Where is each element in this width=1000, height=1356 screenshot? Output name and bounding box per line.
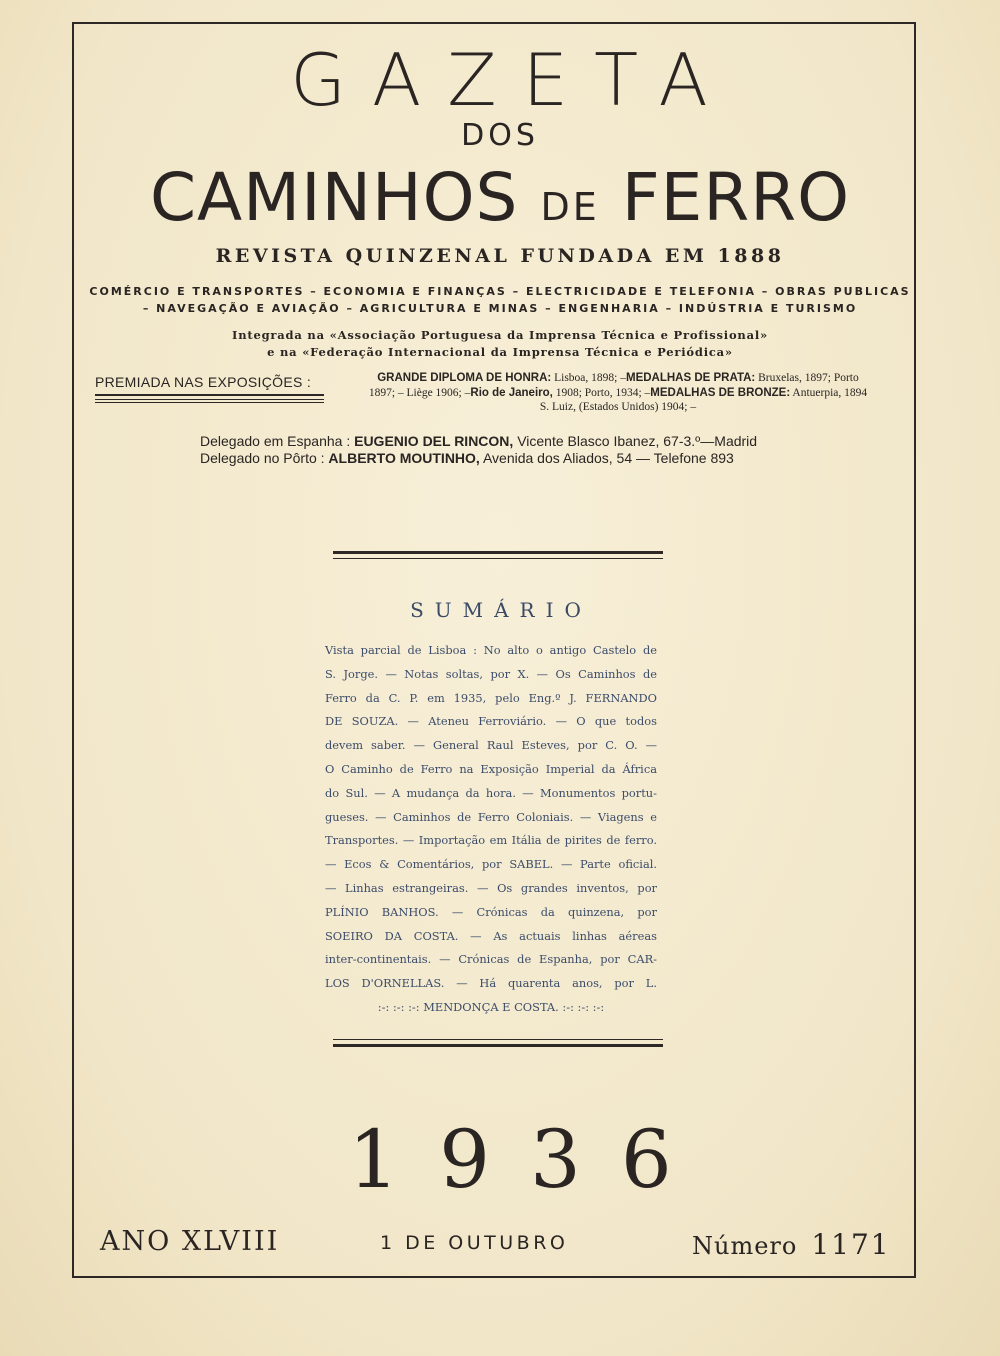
awards-label-rule-thin bbox=[95, 402, 324, 403]
delegate-porto-address: Avenida dos Aliados, 54 — Telefone 893 bbox=[479, 450, 734, 466]
awards-text: 1908; Porto, 1934; – bbox=[552, 386, 651, 399]
sumario-line: Transportes. — Importação em Itália de pirites de ferro. bbox=[325, 833, 657, 848]
sumario-line: — Linhas estrangeiras. — Os grandes inventos, por bbox=[325, 880, 657, 895]
sumario-top-rule bbox=[333, 551, 663, 557]
sumario-line: devem saber. — General Raul Esteves, por C. O. — bbox=[325, 738, 657, 753]
awards-text: Bruxelas, 1897; Porto bbox=[755, 372, 859, 384]
sumario-line: do Sul. — A mudança da hora. — Monumentos portu- bbox=[325, 785, 657, 800]
issue-date: 1 DE OUTUBRO bbox=[380, 1232, 569, 1254]
topics-list bbox=[0, 283, 1000, 317]
awards-line-2 bbox=[338, 386, 898, 401]
sumario-line: SOEIRO DA COSTA. — As actuais linhas aéreas bbox=[325, 928, 657, 943]
awards-list bbox=[338, 371, 898, 415]
sumario-line: inter-continentais. — Crónicas de Espanha, por CAR- bbox=[325, 952, 657, 967]
masthead-word-caminhos: CAMINHOS bbox=[149, 159, 519, 236]
sumario-body bbox=[325, 639, 657, 1020]
delegate-porto-name: ALBERTO MOUTINHO, bbox=[328, 450, 480, 466]
masthead-title-gazeta: GAZETA bbox=[290, 38, 734, 122]
awards-silver-heading: MEDALHAS DE PRATA: bbox=[625, 372, 756, 384]
sumario-line: O Caminho de Ferro na Exposição Imperial da África bbox=[325, 761, 657, 776]
affiliation-line-1: Integrada na «Associação Portuguesa da Imprensa Técnica e Profissional» bbox=[232, 328, 768, 342]
topics-line-1: COMÉRCIO E TRANSPORTES – ECONOMIA E FINANÇAS – ELECTRICIDADE E TELEFONIA – OBRAS PUBLICAS bbox=[89, 285, 911, 298]
sumario-line: LOS D'ORNELLAS. — Há quarenta anos, por L. bbox=[325, 976, 657, 991]
sumario-bottom-rule bbox=[333, 1044, 663, 1050]
sumario-line: gueses. — Caminhos de Ferro Coloniais. — Viagens e bbox=[325, 809, 657, 824]
sumario-line: S. Jorge. — Notas soltas, por X. — Os Caminhos de bbox=[325, 666, 657, 681]
masthead-title-dos: DOS bbox=[461, 118, 539, 153]
issue-number bbox=[692, 1228, 891, 1261]
issue-number-value: 1171 bbox=[811, 1228, 891, 1261]
awards-line-3: S. Luiz, (Estados Unidos) 1904; – bbox=[539, 401, 697, 413]
sumario-line: Vista parcial de Lisboa : No alto o antigo Castelo de bbox=[325, 643, 657, 657]
sumario-line: Ferro da C. P. em 1935, pelo Eng.º J. FERNANDO bbox=[325, 690, 657, 705]
topics-line-2: – NAVEGAÇÃO E AVIAÇÃO – AGRICULTURA E MINAS – ENGENHARIA – INDÚSTRIA E TURISMO bbox=[142, 302, 858, 315]
affiliation-line-2: e na «Federação Internacional da Imprensa Técnica e Periódica» bbox=[267, 345, 733, 359]
issue-number-label: Número bbox=[692, 1232, 798, 1260]
sumario-title: SUMÁRIO bbox=[410, 598, 592, 622]
sumario-line: :-: :-: :-: MENDONÇA E COSTA. :-: :-: :-: bbox=[377, 999, 605, 1014]
delegate-porto bbox=[200, 450, 820, 467]
issue-year: 1936 bbox=[348, 1113, 712, 1206]
sumario-line: — Ecos & Comentários, por SABEL. — Parte oficial. bbox=[325, 857, 657, 872]
awards-text: Antuerpia, 1894 bbox=[790, 386, 868, 399]
sumario-top-rule-thin bbox=[333, 558, 663, 559]
sumario-line: PLÍNIO BANHOS. — Crónicas da quinzena, por bbox=[325, 904, 657, 919]
delegate-spain bbox=[200, 433, 820, 450]
awards-text: 1897; – Liège 1906; – bbox=[368, 386, 471, 399]
delegate-spain-label: Delegado em Espanha : bbox=[200, 433, 355, 449]
sumario-line: DE SOUZA. — Ateneu Ferroviário. — O que todos bbox=[325, 714, 657, 729]
delegates-block bbox=[200, 433, 820, 467]
awards-label-rule bbox=[95, 394, 324, 400]
delegate-spain-name: EUGENIO DEL RINCON, bbox=[354, 433, 514, 449]
awards-line-1 bbox=[338, 371, 898, 386]
awards-label: PREMIADA NAS EXPOSIÇÕES : bbox=[95, 374, 312, 390]
delegate-spain-address: Vicente Blasco Ibanez, 67-3.º—Madrid bbox=[513, 433, 758, 449]
awards-honour-heading: GRANDE DIPLOMA DE HONRA: bbox=[377, 372, 552, 384]
issue-volume: ANO XLVIII bbox=[100, 1226, 280, 1257]
affiliation-note bbox=[0, 327, 1000, 361]
awards-text: Lisboa, 1898; – bbox=[551, 372, 626, 384]
masthead-title-caminhos-de-ferro bbox=[0, 160, 1000, 245]
masthead-word-de: DE bbox=[540, 185, 600, 229]
delegate-porto-label: Delegado no Pôrto : bbox=[200, 450, 329, 466]
awards-rio-heading: Rio de Janeiro, bbox=[470, 386, 553, 399]
masthead-word-ferro: FERRO bbox=[621, 159, 851, 236]
masthead-subtitle: REVISTA QUINZENAL FUNDADA EM 1888 bbox=[215, 245, 785, 267]
sumario-bottom-rule-thin bbox=[333, 1039, 663, 1040]
awards-bronze-heading: MEDALHAS DE BRONZE: bbox=[650, 386, 791, 399]
